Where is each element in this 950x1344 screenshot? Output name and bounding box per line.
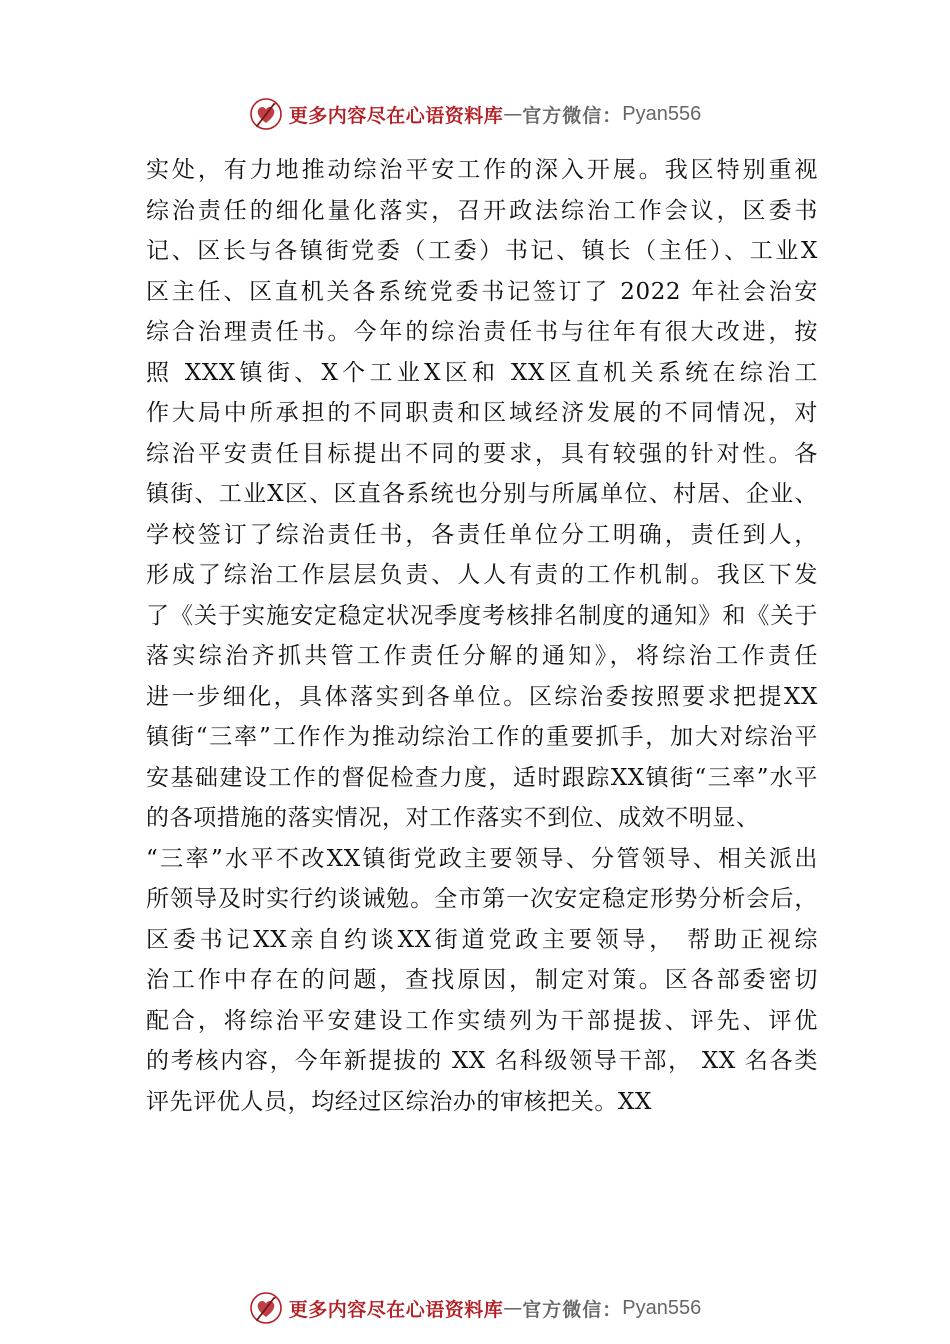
body-line: 所领导及时实行约谈诫勉。全市第一次安定稳定形势分析会后， [146, 886, 818, 912]
body-line: 治工作中存在的问题，查找原因，制定对策。区各部委密切 [146, 967, 818, 993]
body-line: 区主任、区直机关各系统党委书记签订了 2022 年社会治安 [146, 278, 818, 305]
body-line: 实处，有力地推动综治平安工作的深入开展。我区特别重视 [146, 157, 818, 183]
footer-banner [0, 1288, 950, 1328]
body-line: 区委书记XX亲自约谈XX街道党政主要领导， 帮助正视综 [146, 926, 818, 953]
body-line: 综治责任的细化量化落实，召开政法综治工作会议，区委书 [146, 197, 818, 224]
footer-dash: — [503, 1297, 523, 1319]
body-line: 综合治理责任书。今年的综治责任书与往年有很大改进，按 [146, 319, 818, 345]
body-line: 了《关于实施安定稳定状况季度考核排名制度的通知》和《关于 [146, 602, 818, 629]
body-line: 评先评优人员，均经过区综治办的审核把关。XX [146, 1088, 652, 1115]
footer-wechat-label: 官方微信： [522, 1298, 623, 1321]
body-line: 镇街、工业X区、区直各系统也分别与所属单位、村居、企业、 [146, 481, 818, 507]
body-line: 配合，将综治平安建设工作实绩列为干部提拔、评先、评优 [146, 1007, 818, 1034]
body-line: 形成了综治工作层层负责、人人有责的工作机制。我区下发 [146, 562, 818, 588]
header-wechat-label: 官方微信： [522, 104, 623, 127]
header-brand-text: 更多内容尽在心语资料库 [288, 104, 504, 127]
footer-wechat-id: Pyan556 [622, 1296, 702, 1319]
body-line: 的考核内容，今年新提拔的 XX 名科级领导干部， XX 名各类 [146, 1048, 818, 1074]
body-line: “三率”水平不改XX镇街党政主要领导、分管领导、相关派出 [146, 845, 818, 872]
body-line: 镇街“三率”工作作为推动综治工作的重要抓手，加大对综治平 [146, 724, 818, 750]
body-line: 作大局中所承担的不同职责和区域经济发展的不同情况，对 [146, 400, 818, 426]
header-dash: — [503, 103, 523, 125]
document-body [146, 150, 818, 1122]
body-line: 学校签订了综治责任书，各责任单位分工明确，责任到人， [146, 521, 818, 548]
body-line: 落实综治齐抓共管工作责任分解的通知》，将综治工作责任 [146, 643, 818, 669]
body-line: 记、区长与各镇街党委（工委）书记、镇长（主任）、工业X [146, 238, 818, 264]
body-line: 照 XXX镇街、X个工业X区和 XX区直机关系统在综治工 [146, 359, 818, 386]
body-line: 的各项措施的落实情况，对工作落实不到位、成效不明显、 [146, 805, 760, 831]
header-banner [0, 94, 950, 134]
body-line: 进一步细化，具体落实到各单位。区综治委按照要求把提XX [146, 683, 818, 710]
body-line: 安基础建设工作的督促检查力度，适时跟踪XX镇街“三率”水平 [146, 764, 818, 791]
body-line: 综治平安责任目标提出不同的要求，具有较强的针对性。各 [146, 440, 818, 467]
header-wechat-id: Pyan556 [622, 102, 702, 125]
heart-pen-logo-icon [249, 97, 283, 131]
heart-pen-logo-icon [249, 1291, 283, 1325]
footer-brand-text: 更多内容尽在心语资料库 [288, 1298, 504, 1321]
